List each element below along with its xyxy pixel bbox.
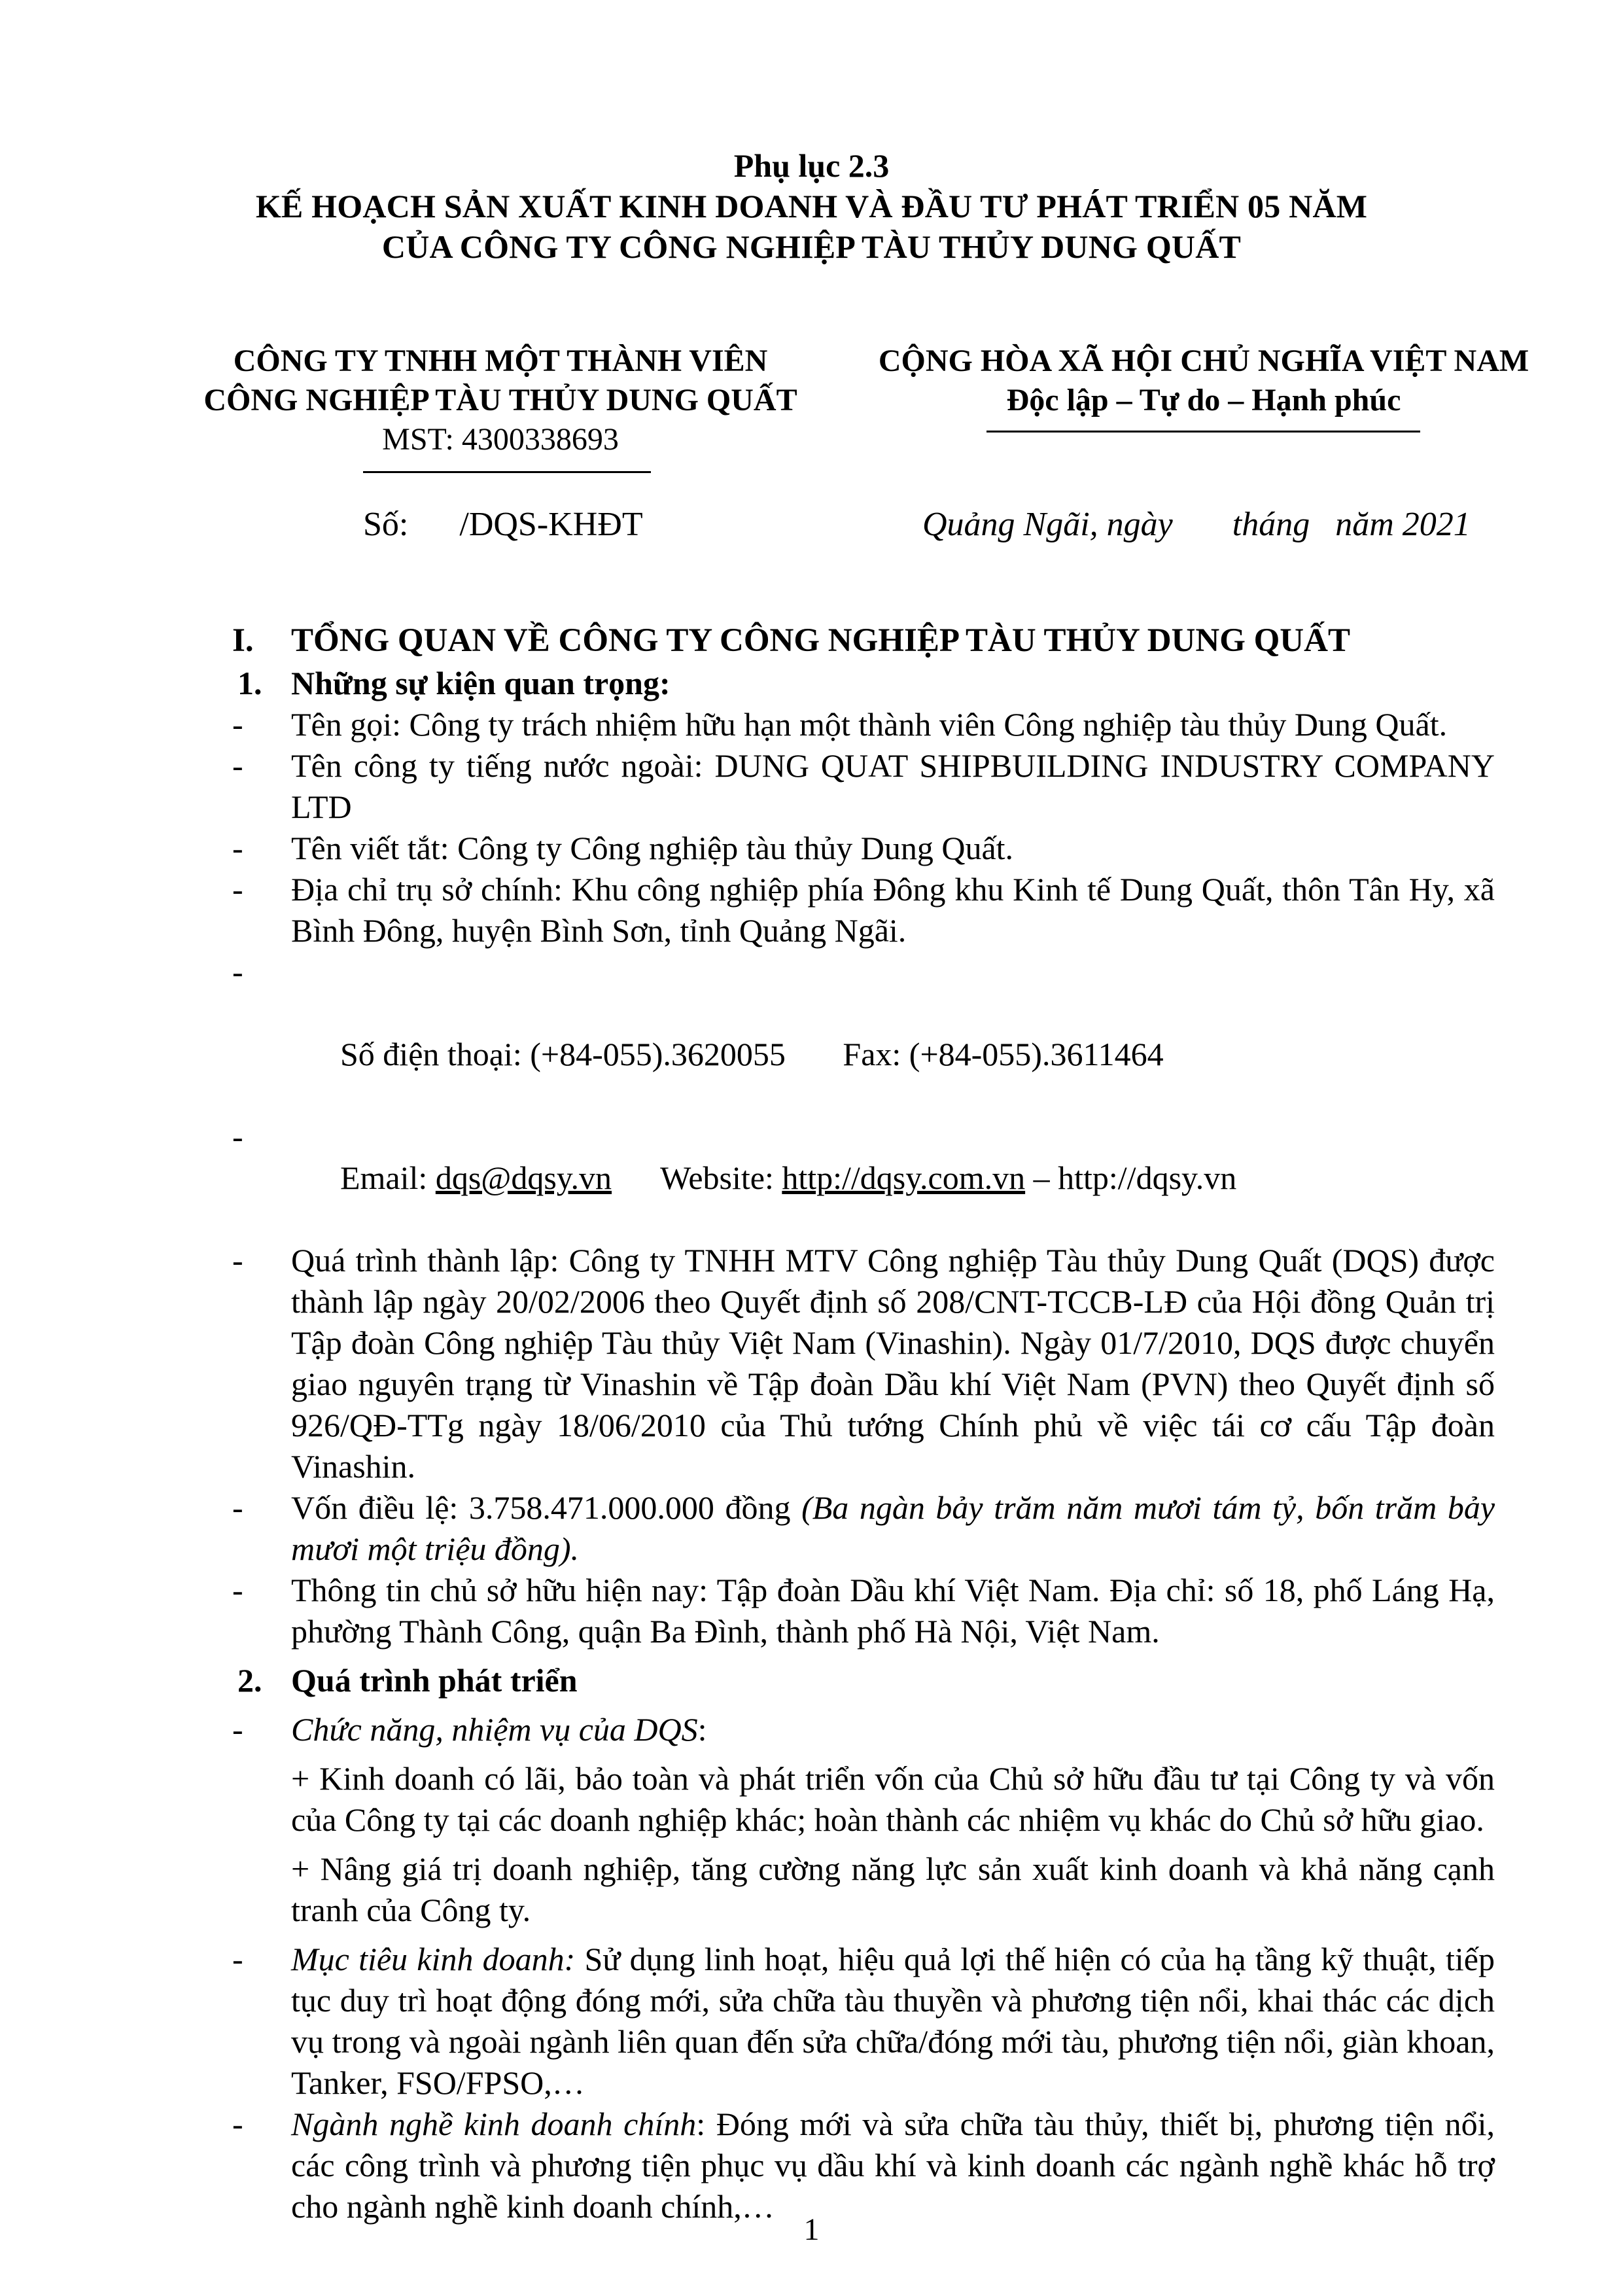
subsection-heading-2 — [232, 1660, 1495, 1701]
item-name: Tên gọi: Công ty trách nhiệm hữu hạn một thành viên Công nghiệp tàu thủy Dung Quất. — [291, 706, 1448, 743]
list-item — [232, 1487, 1495, 1570]
national-header-rule — [986, 431, 1420, 433]
dash-marker: - — [232, 1118, 243, 1155]
functions-item-1: + Kinh doanh có lãi, bảo toàn và phát triển vốn của Chủ sở hữu đầu tư tại Công ty và vốn của Công ty tại các doanh nghiệp khác; hoàn thành các nhiệm vụ khác do Chủ sở hữu giao. — [291, 1760, 1495, 1838]
item-history: Quá trình thành lập: Công ty TNHH MTV Công nghiệp Tàu thủy Dung Quất (DQS) được thành lập ngày 20/02/2006 theo Quyết định số 208/CNT-TCCB-LĐ của Hội đồng Quản trị Tập đoàn Công nghiệp Tàu thủy Việt Nam (Vinashin). Ngày 01/7/2010, DQS được chuyển giao nguyên trạng từ Vinashin về Tập đoàn Dầu khí Việt Nam (PVN) theo Quyết định số 926/QĐ-TTg ngày 18/06/2010 của Thủ tướng Chính phủ về việc tái cơ cấu Tập đoàn Vinashin. — [291, 1242, 1495, 1485]
dash-marker: - — [232, 953, 243, 990]
national-title: CỘNG HÒA XÃ HỘI CHỦ NGHĨA VIỆT NAM — [878, 344, 1529, 378]
dash-marker: - — [232, 747, 243, 784]
document-number: Số: /DQS-KHĐT — [363, 506, 643, 543]
title-line-3: CỦA CÔNG TY CÔNG NGHIỆP TÀU THỦY DUNG QUẤT — [381, 228, 1242, 265]
item-capital-words: (Ba ngàn bảy trăm năm mươi tám tỷ, bốn trăm bảy mươi một triệu đồng). — [291, 1489, 1495, 1567]
website-link-1[interactable]: http://dqsy.com.vn — [782, 1159, 1026, 1196]
page-number: 1 — [803, 2212, 820, 2247]
item-short-name: Tên viết tắt: Công ty Công nghiệp tàu thủy Dung Quất. — [291, 830, 1014, 866]
list-item — [232, 1570, 1495, 1652]
email-label: Email: — [340, 1159, 436, 1196]
list-item — [232, 1709, 1495, 1750]
item-capital: Vốn điều lệ: 3.758.471.000.000 đồng — [291, 1489, 802, 1526]
list-item — [232, 828, 1495, 869]
main-business-text: : Đóng mới và sửa chữa tàu thủy, thiết bị, phương tiện nổi, các công trình và phương tiện phục vụ dầu khí và kinh doanh các ngành nghề khác hỗ trợ cho ngành nghề kinh doanh chính,… — [291, 2106, 1495, 2225]
subsection-title-2: Quá trình phát triển — [291, 1662, 578, 1699]
dash-marker: - — [232, 1941, 243, 1977]
tax-code: MST: 4300338693 — [382, 422, 619, 457]
place-date: Quảng Ngãi, ngày tháng năm 2021 — [922, 506, 1471, 543]
main-business-label: Ngành nghề kinh doanh chính — [291, 2106, 697, 2142]
title-line-2: KẾ HOẠCH SẢN XUẤT KINH DOANH VÀ ĐẦU TƯ PHÁT TRIỂN 05 NĂM — [255, 188, 1368, 224]
document-body — [232, 620, 1495, 2227]
item-address: Địa chỉ trụ sở chính: Khu công nghiệp phía Đông khu Kinh tế Dung Quất, thôn Tân Hy, xã Bình Đông, huyện Bình Sơn, tỉnh Quảng Ngãi. — [291, 871, 1495, 949]
subsection-title-1: Những sự kiện quan trọng: — [291, 665, 671, 701]
item-phone-fax: Số điện thoại: (+84-055).3620055 Fax: (+84-055).3611464 — [340, 1036, 1164, 1072]
list-item — [232, 1240, 1495, 1487]
dash-marker: - — [232, 830, 243, 866]
company-header-rule — [363, 471, 651, 473]
item-foreign-name: Tên công ty tiếng nước ngoài: DUNG QUAT SHIPBUILDING INDUSTRY COMPANY LTD — [291, 747, 1495, 825]
dash-marker: - — [232, 706, 243, 743]
subsection-marker-1: 1. — [237, 665, 262, 701]
website-link-2: http://dqsy.vn — [1058, 1159, 1237, 1196]
business-goal-text: Sử dụng linh hoạt, hiệu quả lợi thế hiện có của hạ tầng kỹ thuật, tiếp tục duy trì hoạt động đóng mới, sửa chữa tàu thuyền và phương tiện nổi, khai thác các dịch vụ trong và ngoài ngành liên quan đến sửa chữa/đóng mới tàu, phương tiện nổi, giàn khoan, Tanker, FSO/FPSO,… — [291, 1941, 1495, 2101]
dash-marker: - — [232, 1242, 243, 1279]
dash-marker: - — [232, 871, 243, 908]
dash-marker: - — [232, 1572, 243, 1608]
list-item — [232, 1939, 1495, 2104]
list-item — [232, 745, 1495, 828]
list-item — [232, 869, 1495, 951]
section-heading — [232, 620, 1495, 662]
functions-colon: : — [697, 1711, 707, 1748]
dash-marker: - — [232, 2106, 243, 2142]
list-item — [232, 951, 1495, 1116]
subsection-heading-1 — [232, 663, 1495, 704]
business-goal-label: Mục tiêu kinh doanh: — [291, 1941, 576, 1977]
national-header — [850, 342, 1557, 420]
appendix-label: Phụ lục 2.3 — [733, 147, 890, 184]
website-label: Website: — [612, 1159, 782, 1196]
list-item — [232, 1116, 1495, 1240]
national-motto: Độc lập – Tự do – Hạnh phúc — [1006, 383, 1401, 417]
company-header — [186, 342, 814, 459]
item-owner: Thông tin chủ sở hữu hiện nay: Tập đoàn Dầu khí Việt Nam. Địa chỉ: số 18, phố Láng Hạ, phường Thành Công, quận Ba Đình, thành phố Hà Nội, Việt Nam. — [291, 1572, 1495, 1650]
company-name-line-1: CÔNG TY TNHH MỘT THÀNH VIÊN — [233, 344, 768, 378]
section-marker: I. — [232, 622, 254, 659]
company-name-line-2: CÔNG NGHIỆP TÀU THỦY DUNG QUẤT — [203, 383, 797, 417]
dash-marker: - — [232, 1489, 243, 1526]
email-link[interactable]: dqs@dqsy.vn — [435, 1159, 612, 1196]
functions-item-2: + Nâng giá trị doanh nghiệp, tăng cường năng lực sản xuất kinh doanh và khả năng cạnh tranh của Công ty. — [291, 1850, 1495, 1928]
functions-label: Chức năng, nhiệm vụ của DQS — [291, 1711, 698, 1748]
dash-marker: - — [232, 1711, 243, 1748]
section-title: TỔNG QUAN VỀ CÔNG TY CÔNG NGHIỆP TÀU THỦY DUNG QUẤT — [291, 622, 1350, 659]
website-separator: – — [1025, 1159, 1058, 1196]
list-item — [232, 2104, 1495, 2227]
document-title — [0, 145, 1623, 267]
subsection-marker-2: 2. — [237, 1662, 262, 1699]
list-item — [232, 704, 1495, 745]
